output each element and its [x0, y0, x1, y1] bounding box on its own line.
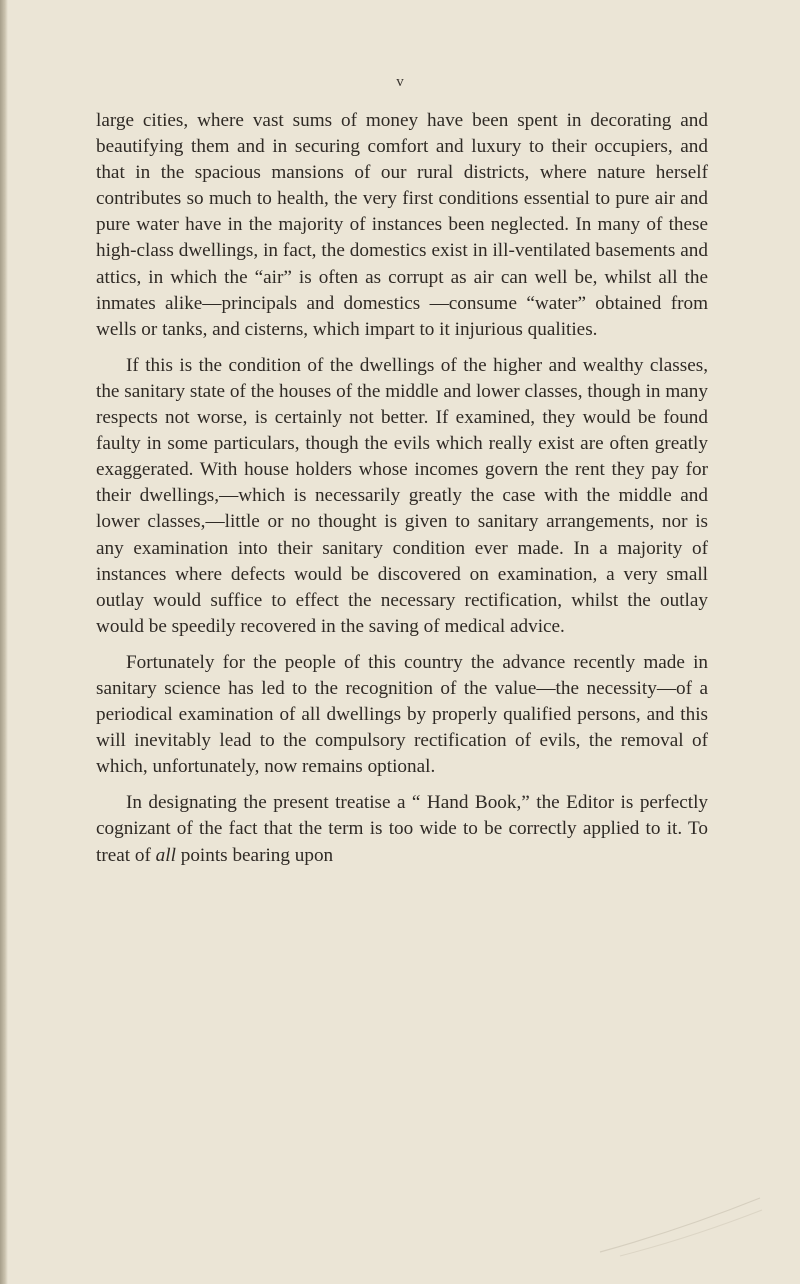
- paragraph-4-italic: all: [155, 844, 176, 866]
- paragraph-3: Fortunately for the people of this country the advance recently made in sanitary science has led to the recognition of the value—the necessity—of a periodical examination of all dwellings by properly qualified persons, and this will inevitably lead to the compulsory rectification of evils, the removal of which, unfortunately, now remains optional.: [96, 651, 708, 778]
- page-number: v: [396, 74, 404, 90]
- paper-fold-mark: [590, 1190, 770, 1260]
- paragraph-4-text-end: points bearing upon: [175, 844, 334, 866]
- body-text: [96, 108, 708, 879]
- paragraph-2: If this is the condition of the dwellings of the higher and wealthy classes, the sanitary state of the houses of the middle and lower classes, though in many respects not worse, is certainly not better. If examined, they would be found faulty in some particulars, though the evils which really exist are often greatly exaggerated. With house holders whose incomes govern the rent they pay for their dwellings,—which is necessarily greatly the case with the middle and lower classes,—little or no thought is given to sanitary arrangements, nor is any examination into their sanitary condition ever made. In a majority of instances where defects would be discovered on examination, a very small outlay would suffice to effect the necessary rectification, whilst the outlay would be speedily recovered in the saving of medical advice.: [96, 354, 708, 637]
- paragraph-4-text-start: In designating the present treatise a “ Hand Book,” the Editor is perfectly cognizant of the fact that the term is too wide to be correctly applied to it. To treat of: [96, 792, 708, 866]
- paragraph-4: [96, 790, 708, 868]
- paragraph-1: large cities, where vast sums of money have been spent in decorating and beautifying them and in securing comfort and luxury to their occupiers, and that in the spacious mansions of our rural districts, where nature herself contributes so much to health, the very first conditions essential to pure air and pure water have in the majority of instances been neglected. In many of these high-class dwellings, in fact, the domestics exist in ill-ventilated basements and attics, in which the “air” is often as corrupt as air can well be, whilst all the inmates alike—principals and domestics —consume “water” obtained from wells or tanks, and cisterns, which impart to it injurious qualities.: [96, 110, 708, 340]
- binding-edge: [0, 0, 8, 1284]
